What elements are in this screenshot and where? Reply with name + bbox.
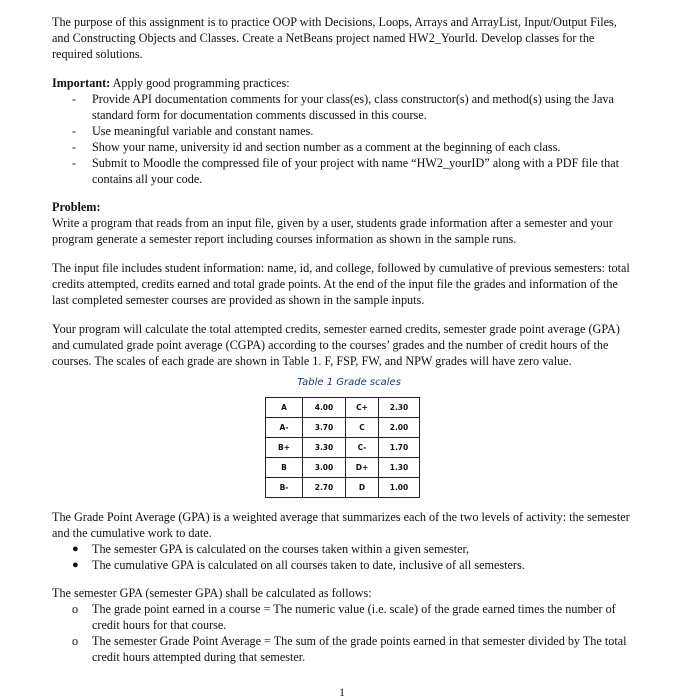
table-cell: 3.00 xyxy=(303,458,346,478)
table-cell: 3.70 xyxy=(303,418,346,438)
table-row xyxy=(266,458,420,478)
table-caption: Table 1 Grade scales xyxy=(297,377,401,388)
list-item-text: The cumulative GPA is calculated on all courses taken to date, inclusive of all semesters. xyxy=(92,558,525,572)
problem-paragraph: Write a program that reads from an input file, given by a user, students grade information after a semester and your program generate a semester report including courses information as shown in the sample runs. xyxy=(52,216,613,246)
list-item-text: Provide API documentation comments for your class(es), class constructor(s) and method(s) using the Java standard form for documentation comments discussed in this course. xyxy=(92,92,614,122)
list-item xyxy=(52,633,636,665)
table-cell: 4.00 xyxy=(303,398,346,418)
intro-paragraph: The purpose of this assignment is to practice OOP with Decisions, Loops, Arrays and ArrayList, Input/Output Files, and Constructing Objects and Classes. Create a NetBeans project named HW2_YourId. Develop classes for the required solutions. xyxy=(52,15,617,61)
table-cell: A xyxy=(266,398,303,418)
dash-marker: - xyxy=(72,92,77,106)
page-number: 1 xyxy=(339,685,345,699)
table-cell: C+ xyxy=(346,398,379,418)
problem-paragraph: Your program will calculate the total attempted credits, semester earned credits, semester grade point average (GPA) and cumulated grade point average (CGPA) according to the courses’ grades and the number of credit hours of the courses. The scales of each grade are shown in Table 1. F, FSP, FW, and NPW grades will have zero value. xyxy=(52,322,620,368)
list-item xyxy=(52,601,636,633)
list-item xyxy=(52,541,636,557)
dash-marker: - xyxy=(72,156,77,170)
list-item-text: The grade point earned in a course = The numeric value (i.e. scale) of the grade earned times the number of credit hours for that course. xyxy=(92,602,616,632)
table-cell: 3.30 xyxy=(303,438,346,458)
table-cell: 1.30 xyxy=(379,458,420,478)
table-row xyxy=(266,438,420,458)
list-item xyxy=(52,557,636,573)
table-cell: 2.00 xyxy=(379,418,420,438)
list-item-text: Use meaningful variable and constant names. xyxy=(92,124,314,138)
table-cell: 2.70 xyxy=(303,478,346,498)
list-item-text: The semester Grade Point Average = The sum of the grade points earned in that semester divided by The total credit hours attempted during that semester. xyxy=(92,634,627,664)
important-label: Important: xyxy=(52,76,111,90)
list-item xyxy=(52,155,636,187)
grade-scales-table xyxy=(265,397,420,498)
table-cell: 2.30 xyxy=(379,398,420,418)
list-item-text: Submit to Moodle the compressed file of your project with name “HW2_yourID” along with a PDF file that contains all your code. xyxy=(92,156,619,186)
circle-marker: o xyxy=(72,602,79,616)
table-cell: C- xyxy=(346,438,379,458)
table-cell: B+ xyxy=(266,438,303,458)
table-row xyxy=(266,478,420,498)
gpa-intro-paragraph: The Grade Point Average (GPA) is a weighted average that summarizes each of the two levels of activity: the semester and the cumulative work to date. xyxy=(52,510,630,540)
important-lead: Apply good programming practices: xyxy=(110,76,290,90)
important-list xyxy=(52,91,636,187)
problem-heading: Problem: xyxy=(52,200,101,214)
list-item xyxy=(52,139,636,155)
table-cell: D+ xyxy=(346,458,379,478)
table-cell: B xyxy=(266,458,303,478)
semester-gpa-intro: The semester GPA (semester GPA) shall be calculated as follows: xyxy=(52,586,372,600)
table-cell: A- xyxy=(266,418,303,438)
important-line xyxy=(52,75,636,91)
list-item-text: Show your name, university id and section number as a comment at the beginning of each class. xyxy=(92,140,561,154)
table-cell: 1.70 xyxy=(379,438,420,458)
table-cell: B- xyxy=(266,478,303,498)
bullet-marker: ● xyxy=(72,543,79,555)
list-item xyxy=(52,91,636,123)
list-item xyxy=(52,123,636,139)
problem-paragraph: The input file includes student information: name, id, and college, followed by cumulative of previous semesters: total credits attempted, credits earned and total grade points. At the end of the input file the grades and information of the last completed semester courses are provided as shown in the sample inputs. xyxy=(52,261,630,307)
table-cell: C xyxy=(346,418,379,438)
dash-marker: - xyxy=(72,140,77,154)
dash-marker: - xyxy=(72,124,77,138)
table-row xyxy=(266,398,420,418)
semester-gpa-list xyxy=(52,601,636,665)
circle-marker: o xyxy=(72,634,79,648)
table-cell: 1.00 xyxy=(379,478,420,498)
table-cell: D xyxy=(346,478,379,498)
table-row xyxy=(266,418,420,438)
list-item-text: The semester GPA is calculated on the courses taken within a given semester, xyxy=(92,542,470,556)
gpa-bullet-list xyxy=(52,541,636,573)
bullet-marker: ● xyxy=(72,559,79,571)
